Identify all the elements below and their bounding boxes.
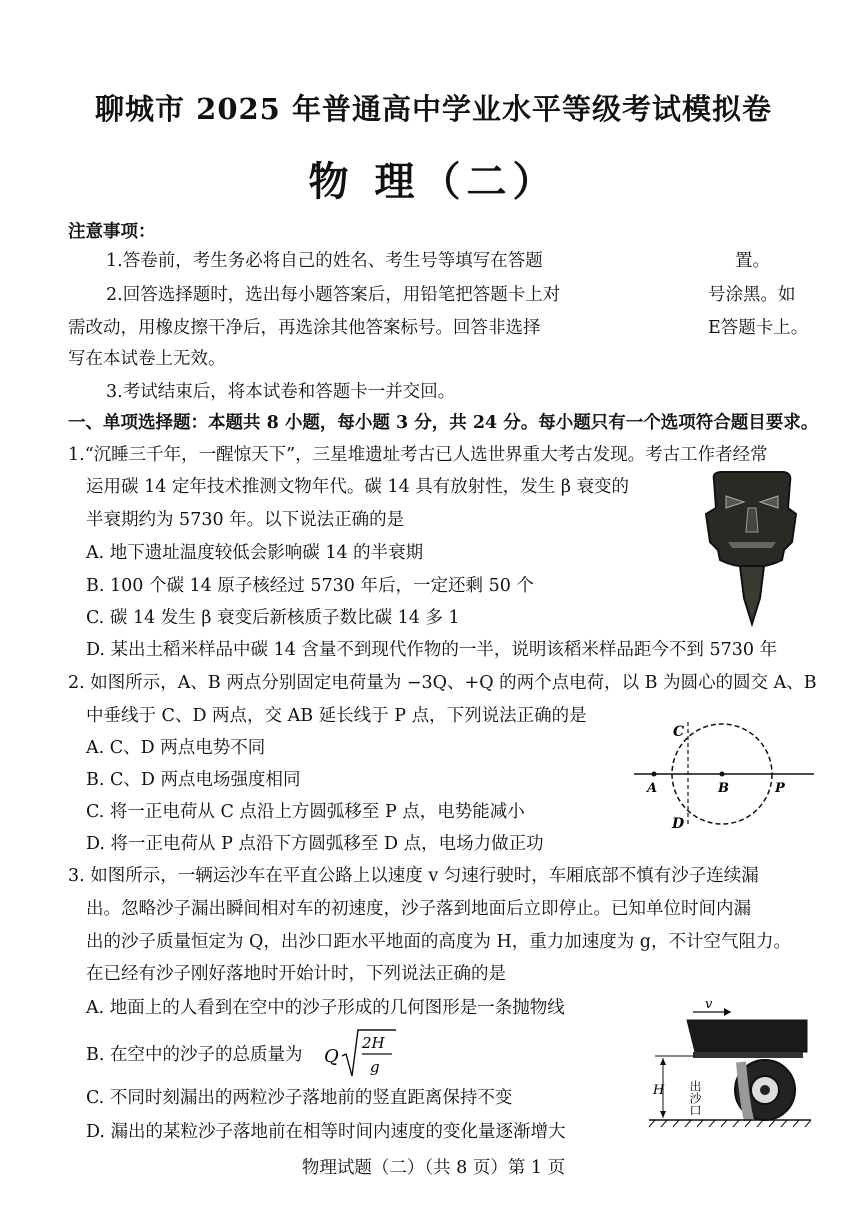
q1-option-d: D. 某出土稻米样品中碳 14 含量不到现代作物的一半，说明该稻米样品距今不到 5730 年: [86, 640, 778, 660]
notice-line-3b: E答题卡上。: [708, 318, 809, 338]
scan-glare: [578, 228, 704, 380]
notice-line-2b: 号涂黑。如: [708, 285, 796, 305]
notice-line-1a: 1.答卷前，考生务必将自己的姓名、考生号等填写在答题: [106, 251, 543, 271]
page-title: 聊城市 2025 年普通高中学业水平等级考试模拟卷: [95, 92, 772, 126]
notice-line-1b: 置。: [735, 251, 770, 271]
label-h: H: [653, 1083, 665, 1098]
page-subtitle: 物 理（二）: [308, 158, 559, 205]
q2-option-d: D. 将一正电荷从 P 点沿下方圆弧移至 D 点，电场力做正功: [86, 834, 544, 854]
notice-line-4: 写在本试卷上无效。: [68, 349, 226, 369]
q3-option-b-text: B. 在空中的沙子的总质量为: [86, 1045, 303, 1065]
q1-stem-line-3: 半衰期约为 5730 年。以下说法正确的是: [86, 510, 405, 530]
q2-option-c: C. 将一正电荷从 C 点沿上方圆弧移至 P 点，电势能减小: [86, 802, 525, 822]
q2-stem-line-1: 2. 如图所示，A、B 两点分别固定电荷量为 −3Q、+Q 的两个点电荷，以 B 为圆心的圆交 A、B: [68, 673, 817, 693]
q3-option-b: [86, 1045, 303, 1065]
page-footer: 物理试题（二）（共 8 页）第 1 页: [301, 1158, 566, 1178]
ground-hatching: [649, 1120, 811, 1127]
q2-stem-line-2: 中垂线于 C、D 两点，交 AB 延长线于 P 点，下列说法正确的是: [86, 706, 587, 726]
truck-chassis: [693, 1052, 803, 1058]
point-b: [720, 772, 725, 777]
q3-option-a: A. 地面上的人看到在空中的沙子形成的几何图形是一条抛物线: [86, 998, 565, 1018]
section-heading: 一、单项选择题：本题共 8 小题，每小题 3 分，共 24 分。每小题只有一个选项符合题目要求。: [68, 413, 819, 433]
q3-option-c: C. 不同时刻漏出的两粒沙子落地前的竖直距离保持不变: [86, 1088, 513, 1108]
formula-denominator: g: [370, 1058, 380, 1076]
point-a: [652, 772, 657, 777]
notice-line-5: 3.考试结束后，将本试卷和答题卡一并交回。: [106, 382, 456, 402]
q2-option-b: B. C、D 两点电场强度相同: [86, 770, 301, 790]
notice-line-3a: 需改动，用橡皮擦干净后，再选涂其他答案标号。回答非选择: [68, 318, 541, 338]
label-b: B: [718, 781, 729, 796]
label-c: C: [673, 724, 685, 740]
wheel-axle: [760, 1085, 770, 1095]
formula-coef: Q: [324, 1046, 339, 1067]
q1-option-c: C. 碳 14 发生 β 衰变后新核质子数比碳 14 多 1: [86, 608, 460, 628]
notice-line-2a: 2.回答选择题时，选出每小题答案后，用铅笔把答题卡上对: [106, 285, 561, 305]
label-d: D: [672, 816, 685, 832]
label-v: v: [705, 997, 713, 1012]
sand-truck-figure: [645, 996, 815, 1136]
q3-stem-line-1: 3. 如图所示，一辆运沙车在平直公路上以速度 v 匀速行驶时，车厢底部不慎有沙子连续漏: [68, 866, 759, 886]
label-a: A: [647, 781, 658, 796]
formula-numerator: 2H: [362, 1034, 385, 1052]
q1-option-a: A. 地下遗址温度较低会影响碳 14 的半衰期: [86, 543, 424, 563]
q2-option-a: A. C、D 两点电势不同: [86, 738, 266, 758]
truck-bed: [687, 1020, 807, 1052]
label-p: P: [775, 781, 785, 796]
q3-stem-line-4: 在已经有沙子刚好落地时开始计时，下列说法正确的是: [86, 964, 506, 984]
q1-stem-line-2: 运用碳 14 定年技术推测文物年代。碳 14 具有放射性，发生 β 衰变的: [86, 477, 630, 497]
mass-formula: [322, 1026, 402, 1082]
charge-circle-figure: [630, 712, 820, 832]
q3-stem-line-2: 出。忽略沙子漏出瞬间相对车的初速度，沙子落到地面后立即停止。已知单位时间内漏: [86, 899, 751, 919]
velocity-arrowhead: [724, 1008, 731, 1016]
q3-stem-line-3: 出的沙子质量恒定为 Q，出沙口距水平地面的高度为 H，重力加速度为 g，不计空气阻力。: [86, 932, 791, 952]
label-outlet: 出沙口: [688, 1080, 702, 1116]
q1-option-b: B. 100 个碳 14 原子核经过 5730 年后，一定还剩 50 个: [86, 576, 534, 596]
notice-heading: 注意事项：: [68, 222, 156, 242]
bronze-mask-figure: [700, 468, 800, 628]
q1-stem-line-1: 1.“沉睡三千年，一醒惊天下”，三星堆遗址考古已人选世界重大考古发现。考古工作者经常: [68, 445, 768, 465]
q3-option-d: D. 漏出的某粒沙子落地前在相等时间内速度的变化量逐渐增大: [86, 1122, 566, 1142]
